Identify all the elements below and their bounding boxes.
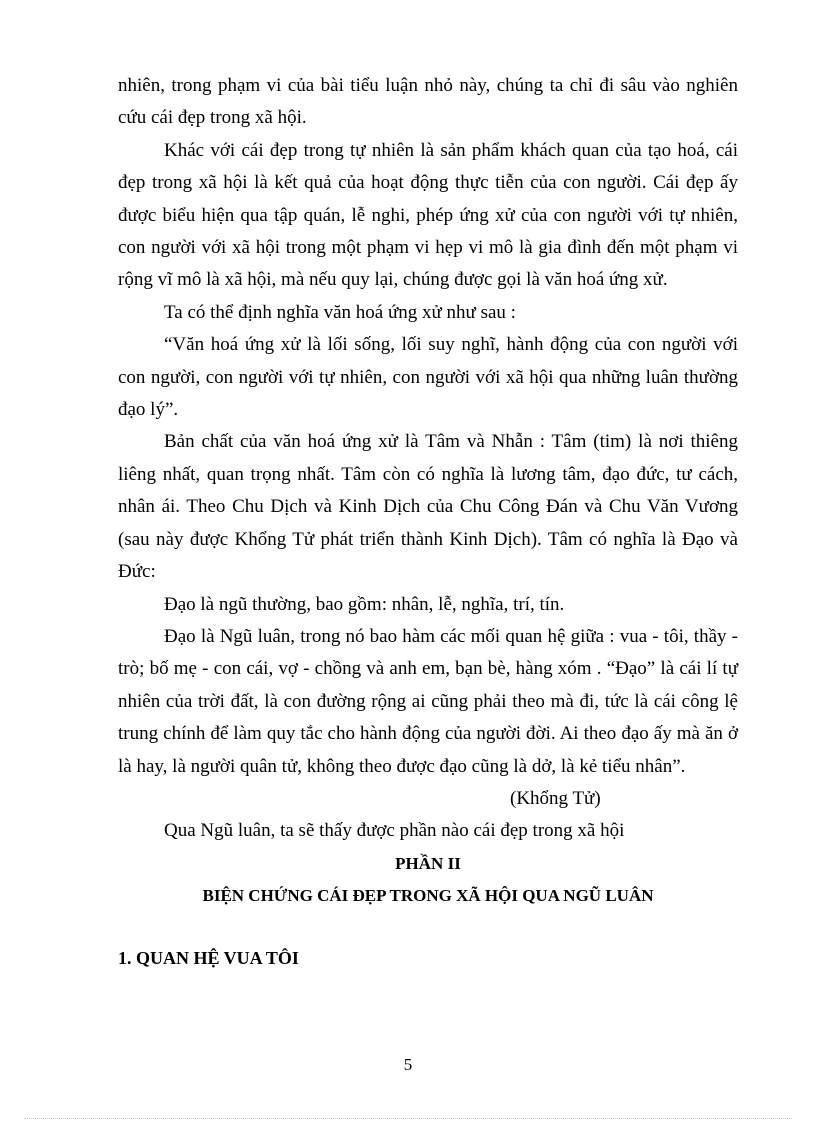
part-title: PHẦN II — [395, 853, 461, 873]
paragraph-essence: Bản chất của văn hoá ứng xử là Tâm và Nhẫn : Tâm (tim) là nơi thiêng liêng nhất, quan trọng nhất. Tâm còn có nghĩa là lương tâm, đạo đức, tư cách, nhân ái. Theo Chu Dịch và Kinh Dịch của Chu Công Đán và Chu Văn Vương (sau này được Khổng Tử phát triển thành Kinh Dịch). Tâm có nghĩa là Đạo và Đức: — [118, 431, 738, 583]
paragraph-ngu-thuong: Đạo là ngũ thường, bao gồm: nhân, lễ, nghĩa, trí, tín. — [164, 593, 565, 615]
body-text — [118, 70, 738, 974]
page-number: 5 — [403, 1055, 413, 1074]
part-subtitle: BIỆN CHỨNG CÁI ĐẸP TRONG XÃ HỘI QUA NGŨ LUÂN — [202, 886, 654, 906]
paragraph-social-beauty: Khác với cái đẹp trong tự nhiên là sản phẩm khách quan của tạo hoá, cái đẹp trong xã hội là kết quả của hoạt động thực tiễn của con người. Cái đẹp ấy được biểu hiện qua tập quán, lễ nghi, phép ứng xử của con người với tự nhiên, con người với xã hội trong một phạm vi hẹp vi mô là gia đình đến một phạm vi rộng vĩ mô là xã hội, mà nếu quy lại, chúng được gọi là văn hoá ứng xử. — [118, 139, 738, 291]
section-heading: 1. QUAN HỆ VUA TÔI — [118, 947, 299, 968]
paragraph-definition-intro: Ta có thể định nghĩa văn hoá ứng xử như sau : — [164, 301, 516, 323]
page-bottom-divider — [24, 1118, 792, 1119]
paragraph-ngu-luan: Đạo là Ngũ luân, trong nó bao hàm các mối quan hệ giữa : vua - tôi, thầy - trò; bố mẹ - con cái, vợ - chồng và anh em, bạn bè, hàng xóm . “Đạo” là cái lí tự nhiên của trời đất, là con đường rộng ai cũng phải theo mà đi, tức là cái công lệ trung chính để làm quy tắc cho hành động của người đời. Ai theo đạo ấy mà ăn ở là hay, là người quân tử, không theo được đạo cũng là dở, là kẻ tiểu nhân”. — [118, 625, 738, 777]
closing-line: Qua Ngũ luân, ta sẽ thấy được phần nào cái đẹp trong xã hội — [164, 820, 625, 842]
paragraph-intro-continuation: nhiên, trong phạm vi của bài tiểu luận nhỏ này, chúng ta chỉ đi sâu vào nghiên cứu cái đẹp trong xã hội. — [118, 75, 738, 129]
paragraph-definition-quote: “Văn hoá ứng xử là lối sống, lối suy nghĩ, hành động của con người với con người, con người với tự nhiên, con người với xã hội qua những luân thường đạo lý”. — [118, 334, 738, 421]
citation: (Khổng Tử) — [510, 787, 601, 809]
